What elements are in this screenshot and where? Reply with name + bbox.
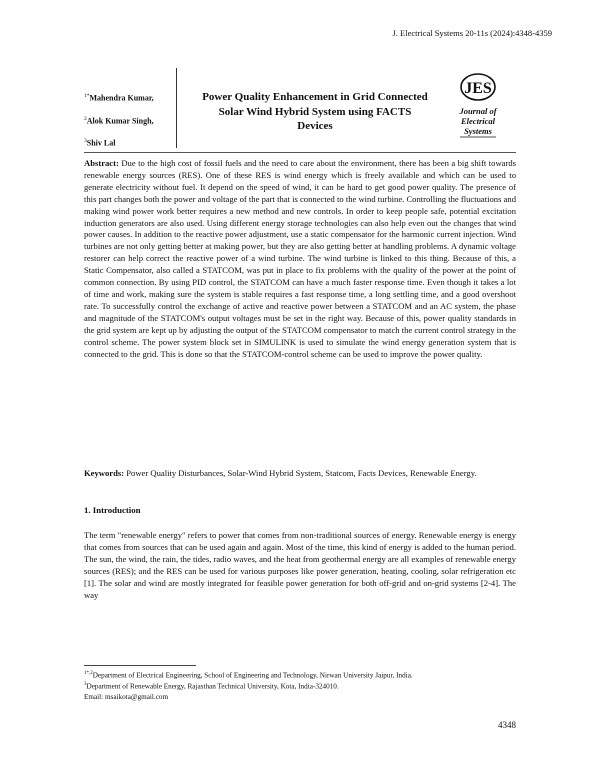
abstract-label: Abstract: (84, 158, 119, 168)
paper-title: Power Quality Enhancement in Grid Connected Solar Wind Hybrid System using FACTS Devices (202, 91, 428, 132)
logo-initials: JES (464, 80, 492, 97)
footnote-affiliation-2: $^3$Department of Renewable Energy, Rajasthan Technical University, Kota, India-324010. (84, 682, 339, 691)
abstract (84, 158, 516, 360)
keywords-text: Power Quality Disturbances, Solar-Wind Hybrid System, Statcom, Facts Devices, Renewable Energy. (126, 468, 477, 478)
footnote-affiliation-1: $^{1*,2}$Department of Electrical Engineering, School of Engineering and Technology, Nirwan University Jaipur, India. (84, 671, 413, 680)
keywords-label: Keywords: (84, 468, 125, 478)
logo-line-3: Systems (464, 126, 492, 136)
footnote-rule (84, 665, 196, 666)
section-heading-introduction: 1. Introduction (84, 505, 141, 515)
journal-reference: J. Electrical Systems 20-11s (2024):4348-4359 (392, 28, 552, 38)
header-rule (84, 152, 516, 153)
author-2: $^2$Alok Kumar Singh, (84, 115, 154, 126)
keywords (84, 467, 516, 479)
page-number: 4348 (498, 720, 516, 730)
logo-line-1: Journal of (459, 106, 497, 116)
introduction-paragraph: The term "renewable energy" refers to power that comes from non-traditional sources of energy. Renewable energy is energy that comes from sources that can be used again and again. Most of the time, this kind of energy is added to the human period. The sun, the wind, the rain, the tides, radio waves, and the heat from geothermal energy are all examples of renewable energy sources (RES); and the RES can be used for various purposes like power generation, heating, cooling, solar refrigeration etc [1]. The solar and wind are mostly integrated for feasible power generation for both off-grid and on-grid systems [2-4]. The way (84, 530, 516, 600)
journal-logo (440, 70, 516, 144)
footnote-email: Email: msaikota@gmail.com (84, 692, 169, 701)
logo-line-2: Electrical (461, 116, 495, 126)
author-1: $^{1*}$Mahendra Kumar, (84, 93, 154, 103)
header-divider (176, 68, 177, 148)
paper-header (84, 68, 524, 152)
author-3: $^3$Shiv Lal (84, 138, 116, 148)
author-list (84, 86, 176, 154)
footnotes (84, 669, 516, 702)
abstract-text: Due to the high cost of fossil fuels and the need to care about the environment, there has been a big shift towards renewable energy sources (RES). One of these RES is wind energy which is freely available and which can be used to generate electricity without fuel. It depend on the speed of wind, it can be hard to get good power quality. The presence of this part changes both the power and voltage of the part that is connected to the wind turbine. Controlling the fluctuations and making wind power work better requires a new method and new controls. In order to keep people safe, potential excitation induction generators are also used. Using different energy storage technologies can also help even out the changes that wind power causes. In addition to the reactive power adjustment, use a static compensator for the harmonic current injection. Wind turbines are not only getting better at making power, but they are also getting better at handling problems. A dynamic voltage restorer can help correct the reactive power of a wind turbine. The wind turbine is linked to this thing. Because of this, a Static Compensator, also called a STATCOM, was put in place to fix problems with the quality of the power at the point of common connection. By using PID control, the STATCOM can have a much faster response time. Even though it takes a lot of time and work, making sure the system is stable requires a fast response time, a long settling time, and a good overshoot rate. To successfully control the exchange of active and reactive power between a STATCOM and an AC system, the phase and magnitude of the STATCOM's output voltages must be set in the right way. Because of this, power quality standards in the grid system are kept up by adjusting the output of the STATCOM compensator to match the current control strategy in the control scheme. The power system block set in SIMULINK is used to simulate the wind energy generation system that is connected to the grid. This is done so that the STATCOM-control scheme can be used to improve the power quality. (84, 158, 517, 359)
